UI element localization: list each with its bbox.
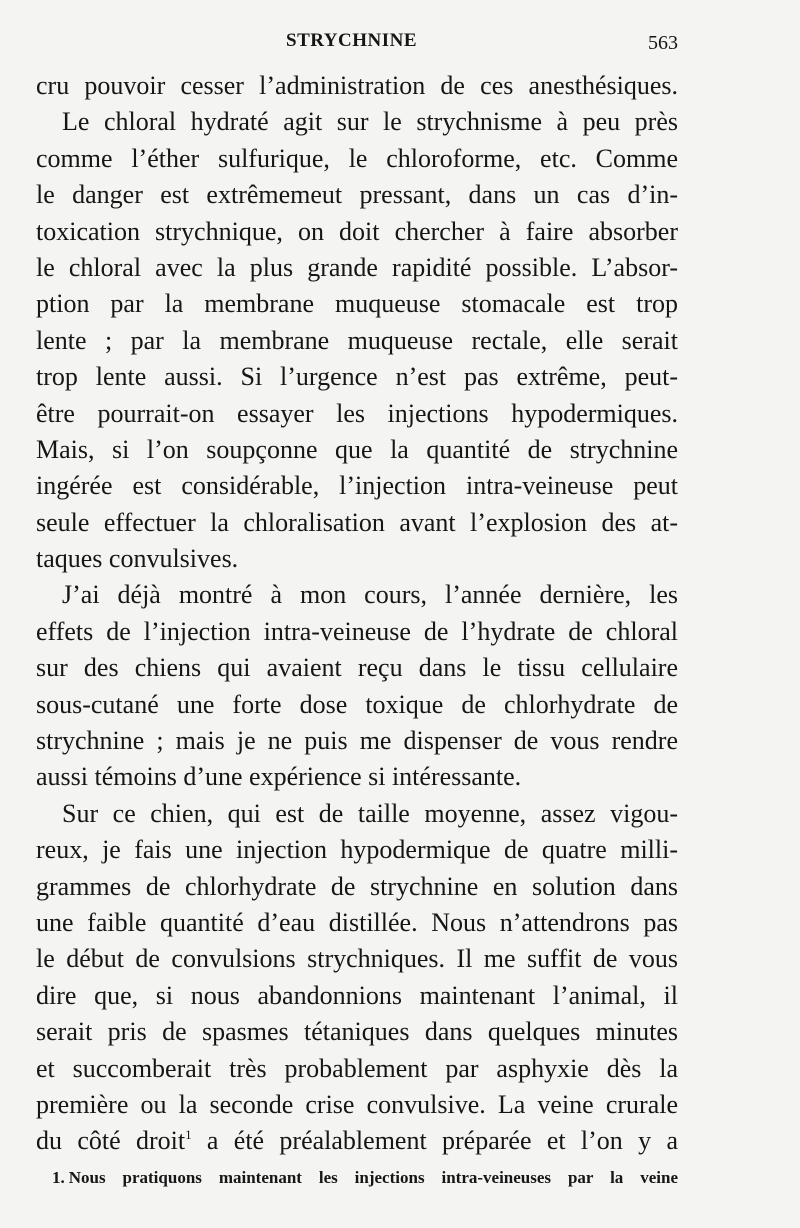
running-title: STRYCHNINE [286,30,418,51]
text-line: ption par la membrane muqueuse stomacale est trop [36,289,678,319]
text-line: Sur ce chien, qui est de taille moyenne, assez vigou- [62,798,678,828]
page-number: 563 [648,32,678,54]
text-line: strychnine ; mais je ne puis me dispenser de vous rendre [36,726,678,756]
text-line: taques convulsives. [36,544,239,574]
text-fragment: du côté droit [36,1126,186,1156]
text-line: seule effectuer la chloralisation avant l’explosion des at- [36,507,678,537]
text-line: être pourrait-on essayer les injections hypodermiques. [36,398,678,428]
text-line: le début de convulsions strychniques. Il me suffit de vous [36,944,678,974]
text-line: sur des chiens qui avaient reçu dans le tissu cellulaire [36,653,678,683]
text-line: et succomberait très probablement par asphyxie dès la [36,1053,678,1083]
text-line: reux, je fais une injection hypodermique de quatre milli- [36,835,678,865]
text-line: serait pris de spasmes tétaniques dans quelques minutes [36,1017,678,1047]
footnote [52,1168,678,1188]
text-line: lente ; par la membrane muqueuse rectale, elle serait [36,325,678,355]
text-line: sous-cutané une forte dose toxique de chlorhydrate de [36,689,678,719]
text-line: Le chloral hydraté agit sur le strychnisme à peu près [62,107,678,137]
text-line: trop lente aussi. Si l’urgence n’est pas extrême, peut- [36,362,678,392]
text-line: grammes de chlorhydrate de strychnine en solution dans [36,871,678,901]
footnote-marker: 1. [52,1168,65,1187]
text-line: dire que, si nous abandonnions maintenant l’animal, il [36,980,678,1010]
footnote-reference: 1 [185,1127,192,1143]
body-text [36,68,678,1160]
text-line: J’ai déjà montré à mon cours, l’année dernière, les [62,580,678,610]
text-line: cru pouvoir cesser l’administration de ces anesthésiques. [36,71,678,100]
text-line: ingérée est considérable, l’injection intra-veineuse peut [36,471,678,501]
text-line: le chloral avec la plus grande rapidité possible. L’absor- [36,252,678,282]
text-line: première ou la seconde crise convulsive. La veine crurale [36,1089,678,1119]
text-fragment: a été préalablement préparée et l’on y a [206,1126,678,1156]
footnote-text: Nous pratiquons maintenant les injections intra-veineuses par la veine [68,1168,678,1187]
text-line: toxication strychnique, on doit chercher à faire absorber [36,216,678,246]
text-line: effets de l’injection intra-veineuse de l’hydrate de chloral [36,616,678,646]
page-header [36,30,678,58]
text-line: Mais, si l’on soupçonne que la quantité de strychnine [36,434,678,464]
text-line: le danger est extrêmemeut pressant, dans un cas d’in- [36,180,678,210]
text-line: comme l’éther sulfurique, le chloroforme, etc. Comme [36,143,678,173]
text-line-with-footnote-ref [36,1123,678,1159]
text-line: une faible quantité d’eau distillée. Nous n’attendrons pas [36,907,678,937]
text-line: aussi témoins d’une expérience si intéressante. [36,762,522,792]
